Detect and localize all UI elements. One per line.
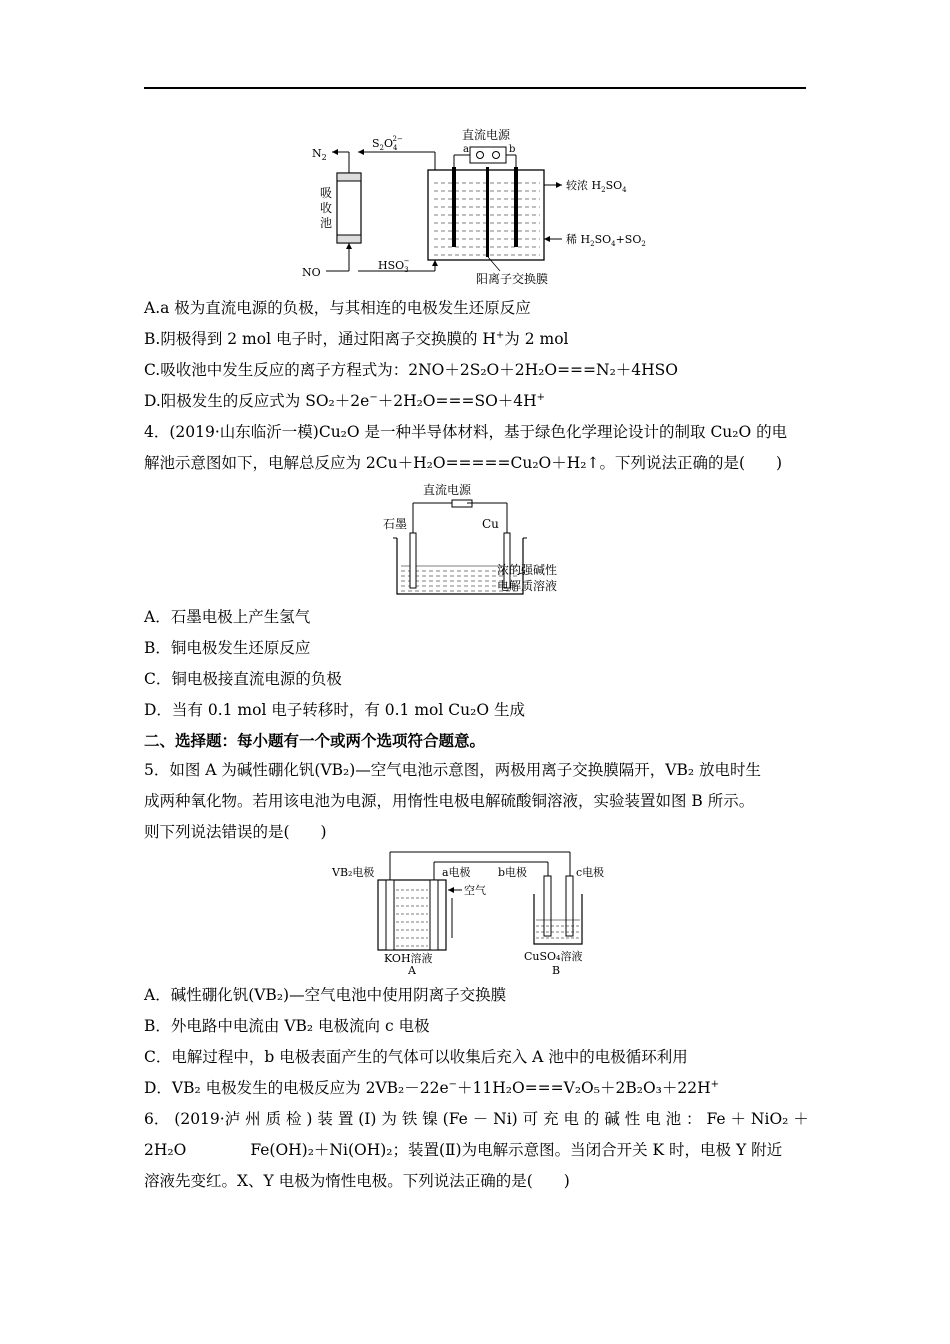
n2-label: $N_2$ bbox=[312, 147, 327, 162]
q5-stem-line1: 5．如图 A 为碱性硼化钒(VB₂)—空气电池示意图，两极用离子交换膜隔开，VB₂ 放电时生 bbox=[144, 761, 762, 779]
hso3-label: $HSO_3-$ bbox=[378, 257, 410, 274]
q5-stem-line2: 成两种氧化物。若用该电池为电源，用惰性电极电解硫酸铜溶液，实验装置如图 B 所示。 bbox=[144, 792, 755, 810]
q4-fig-power: 直流电源 bbox=[423, 483, 472, 497]
q4-option-a: A．石墨电极上产生氢气 bbox=[144, 608, 311, 626]
q4-option-d: D．当有 0.1 mol 电子转移时，有 0.1 mol Cu₂O 生成 bbox=[144, 701, 525, 719]
outlet-dilute-label: 稀 $H_2SO_4+SO_2$ bbox=[566, 233, 646, 248]
q4-option-b: B．铜电极发生还原反应 bbox=[144, 639, 311, 657]
q4-fig-sol1: 浓的强碱性 bbox=[497, 563, 558, 577]
figure-vb2-battery bbox=[330, 848, 620, 976]
q4-option-c: C．铜电极接直流电源的负极 bbox=[144, 670, 342, 688]
pole-b: b bbox=[509, 144, 516, 155]
s2o4-label: $S_2O_42-$ bbox=[372, 135, 403, 152]
q5-option-d: D．VB₂ 电极发生的电极反应为 2VB₂－22e−＋11H₂O===V₂O₅＋2B₂O₃＋22H+ bbox=[144, 1078, 719, 1097]
q5-fig-b-label: B bbox=[552, 964, 561, 976]
q5-fig-c: c电极 bbox=[576, 866, 605, 879]
q3-option-a: A.a 极为直流电源的负极，与其相连的电极发生还原反应 bbox=[144, 299, 531, 317]
q5-option-c: C．电解过程中，b 电极表面产生的气体可以收集后充入 A 池中的电极循环利用 bbox=[144, 1048, 688, 1066]
q5-option-b: B．外电路中电流由 VB₂ 电极流向 c 电极 bbox=[144, 1017, 430, 1035]
section-heading: 二、选择题：每小题有一个或两个选项符合题意。 bbox=[144, 731, 486, 750]
q5-fig-cuso4: CuSO₄溶液 bbox=[524, 950, 583, 963]
electrode-left bbox=[452, 167, 456, 247]
q4-stem-line2: 解池示意图如下，电解总反应为 2Cu＋H₂O=====Cu₂O＋H₂↑。下列说法正确的是( ) bbox=[144, 454, 783, 472]
membrane bbox=[486, 167, 489, 257]
q3-option-d: D.阳极发生的反应式为 SO₂＋2e−＋2H₂O===SO＋4H+ bbox=[144, 391, 546, 410]
absorber-label-3: 池 bbox=[320, 216, 333, 230]
q4-fig-graphite: 石墨 bbox=[383, 517, 408, 531]
q3-option-b: B.阴极得到 2 mol 电子时，通过阳离子交换膜的 H+为 2 mol bbox=[144, 329, 569, 348]
q3-option-c: C.吸收池中发生反应的离子方程式为：2NO＋2S₂O＋2H₂O===N₂＋4HSO bbox=[144, 361, 679, 379]
outlet-conc-label: 较浓 $H_2SO_4$ bbox=[566, 179, 627, 194]
figure-electrolysis-absorption bbox=[300, 125, 660, 290]
q5-fig-koh: KOH溶液 bbox=[384, 952, 433, 965]
q6-stem-line1: 6． (2019·泸 州 质 检 ) 装 置 (Ⅰ) 为 铁 镍 (Fe － Ni) 可 充 电 的 碱 性 电 池 ： Fe ＋ NiO₂ ＋ bbox=[144, 1110, 809, 1128]
q6-stem-line2: 2H₂O Fe(OH)₂＋Ni(OH)₂；装置(Ⅱ)为电解示意图。当闭合开关 K 时，电极 Y 附近 bbox=[144, 1141, 783, 1159]
figure-cu2o-cell bbox=[375, 478, 585, 600]
q5-stem-line3: 则下列说法错误的是( ) bbox=[144, 823, 327, 841]
no-label: NO bbox=[302, 266, 321, 279]
q5-fig-a: a电极 bbox=[442, 866, 471, 879]
q5-fig-air: 空气 bbox=[464, 884, 486, 897]
q5-fig-a-label: A bbox=[408, 964, 416, 976]
header-rule bbox=[144, 87, 806, 89]
electrode-right bbox=[514, 167, 518, 247]
q5-fig-vb2: VB₂电极 bbox=[332, 866, 375, 879]
membrane-label: 阳离子交换膜 bbox=[476, 272, 549, 286]
power-label: 直流电源 bbox=[462, 128, 511, 142]
q4-fig-cu: Cu bbox=[482, 517, 499, 531]
absorber-label-1: 吸 bbox=[320, 186, 333, 200]
q4-fig-sol2: 电解质溶液 bbox=[497, 579, 558, 593]
q5-option-a: A．碱性硼化钒(VB₂)—空气电池中使用阴离子交换膜 bbox=[144, 986, 507, 1004]
q4-stem-line1: 4．(2019·山东临沂一模)Cu₂O 是一种半导体材料，基于绿色化学理论设计的制取 Cu₂O 的电 bbox=[144, 423, 788, 441]
pole-a: a bbox=[463, 144, 469, 155]
q6-stem-line3: 溶液先变红。X、Y 电极为惰性电极。下列说法正确的是( ) bbox=[144, 1172, 570, 1190]
q5-fig-b: b电极 bbox=[498, 866, 528, 879]
absorber-label-2: 收 bbox=[320, 201, 333, 215]
